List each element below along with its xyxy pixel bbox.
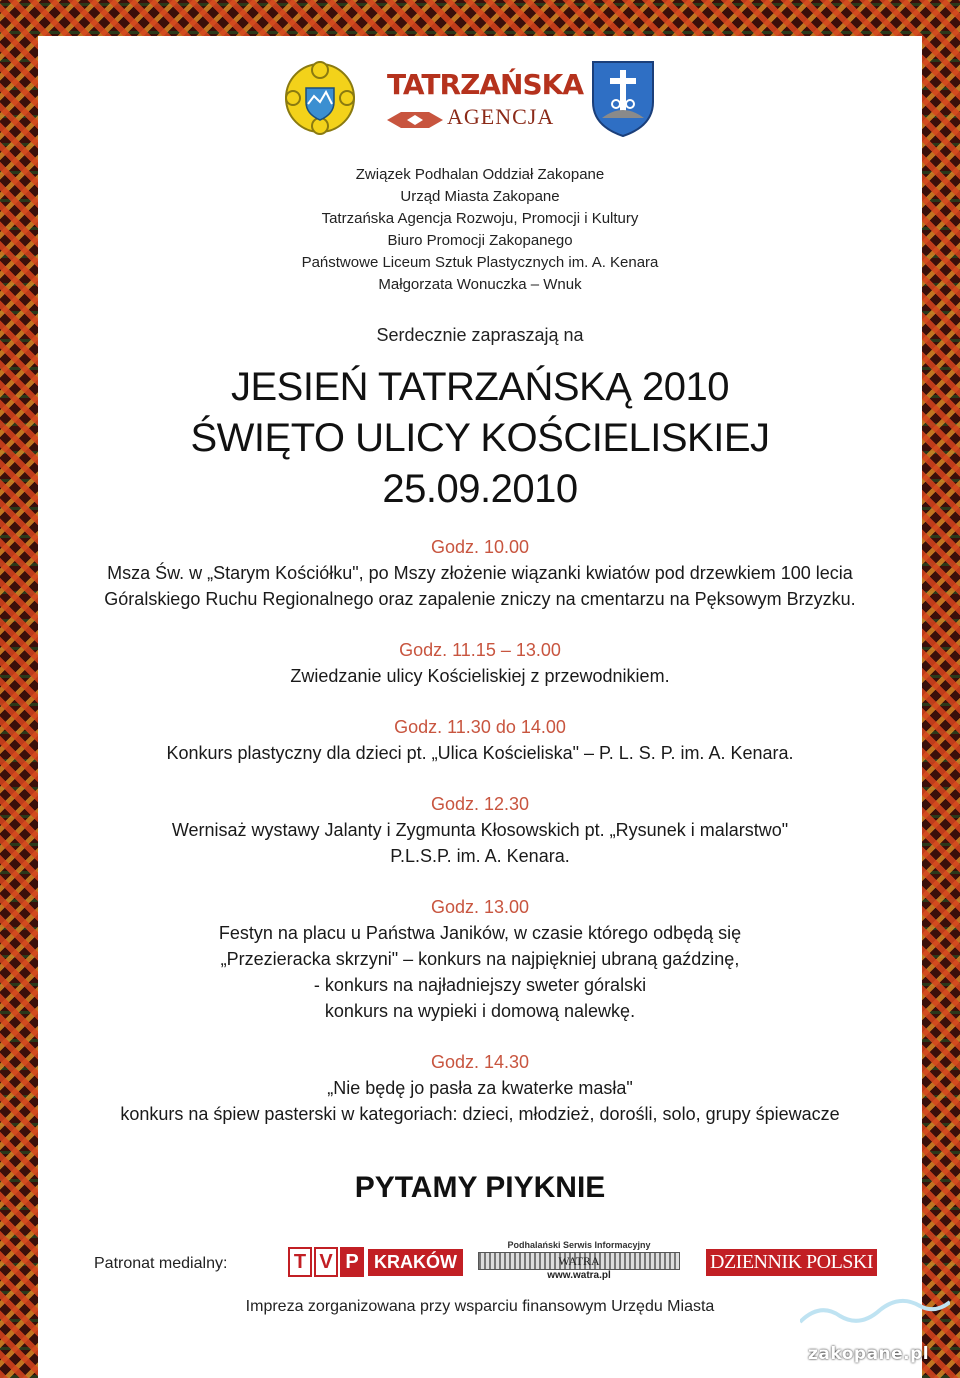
title-line-1: JESIEŃ TATRZAŃSKĄ 2010 xyxy=(230,365,730,409)
schedule xyxy=(0,534,960,1152)
patron-label: Patronat medialny: xyxy=(94,1255,228,1272)
watermark-wave-icon xyxy=(800,1292,950,1332)
schedule-item xyxy=(0,714,960,766)
zwiazek-podhalan-crest-icon xyxy=(283,58,357,138)
schedule-time: Godz. 11.15 – 13.00 xyxy=(399,640,561,660)
organizers-list xyxy=(0,164,960,296)
watra-logo xyxy=(472,1240,686,1282)
schedule-line: konkurs na wypieki i domową nalewkę. xyxy=(324,1001,636,1021)
schedule-line: Zwiedzanie ulicy Kościeliskiej z przewodnikiem. xyxy=(290,666,670,686)
schedule-line: - konkurs na najładniejszy sweter góralski xyxy=(313,975,647,995)
organizer-line: Tatrzańska Agencja Rozwoju, Promocji i Kultury xyxy=(321,210,639,227)
schedule-time: Godz. 13.00 xyxy=(430,897,530,917)
schedule-line: Msza Św. w „Starym Kościółku", po Mszy złożenie wiązanki kwiatów pod drzewkiem 100 lecia xyxy=(107,563,853,583)
agencja-logo-sub: AGENCJA xyxy=(447,104,555,129)
logos-row xyxy=(0,58,960,142)
schedule-line: Konkurs plastyczny dla dzieci pt. „Ulica Kościeliska" – P. L. S. P. im. A. Kenara. xyxy=(166,743,794,763)
schedule-item xyxy=(0,894,960,1024)
schedule-line: Festyn na placu u Państwa Janików, w czasie którego odbędą się xyxy=(218,923,742,943)
schedule-line: „Nie będę jo pasła za kwaterke masła" xyxy=(327,1078,633,1098)
watra-url: www.watra.pl xyxy=(547,1270,611,1281)
schedule-time: Godz. 14.30 xyxy=(430,1052,530,1072)
watermark: zakopane.pl xyxy=(808,1344,930,1364)
agencja-logo-title: TATRZAŃSKA xyxy=(387,68,584,101)
schedule-time: Godz. 10.00 xyxy=(430,537,530,557)
tvp-letter: V xyxy=(314,1247,338,1277)
organizer-line: Małgorzata Wonuczka – Wnuk xyxy=(378,276,582,293)
zakopane-coat-of-arms-icon xyxy=(588,58,658,138)
schedule-item xyxy=(0,534,960,612)
schedule-item xyxy=(0,1049,960,1127)
schedule-line: konkurs na śpiew pasterski w kategoriach: dzieci, młodzież, dorośli, solo, grupy śpiewacze xyxy=(120,1104,840,1124)
schedule-time: Godz. 11.30 do 14.00 xyxy=(394,717,566,737)
closing-text: PYTAMY PIYKNIE xyxy=(354,1171,606,1204)
schedule-line: „Przezieracka skrzyni" – konkurs na najpiękniej ubraną gaździnę, xyxy=(220,949,740,969)
event-date: 25.09.2010 xyxy=(382,467,578,511)
tatrzanska-agencja-logo xyxy=(387,68,584,138)
event-title xyxy=(0,362,960,515)
title-line-2: ŚWIĘTO ULICY KOŚCIELISKIEJ xyxy=(190,416,770,460)
schedule-line: Góralskiego Ruchu Regionalnego oraz zapalenie zniczy na cmentarzu na Pęksowym Brzyzku. xyxy=(104,589,856,609)
tvp-letter: T xyxy=(288,1247,312,1277)
schedule-item xyxy=(0,637,960,689)
organizer-line: Biuro Promocji Zakopanego xyxy=(387,232,573,249)
organizer-line: Państwowe Liceum Sztuk Plastycznych im. A. Kenara xyxy=(301,254,659,271)
invite-text: Serdecznie zapraszają na xyxy=(376,325,584,345)
watra-name: WATRA xyxy=(478,1252,680,1270)
agencja-ornament-icon xyxy=(387,112,443,128)
footer-note: Impreza zorganizowana przy wsparciu finansowym Urzędu Miasta xyxy=(245,1298,715,1315)
schedule-item xyxy=(0,791,960,869)
organizer-line: Urząd Miasta Zakopane xyxy=(400,188,560,205)
tvp-city: KRAKÓW xyxy=(368,1249,463,1276)
tvp-krakow-logo xyxy=(288,1247,463,1277)
schedule-line: Wernisaż wystawy Jalanty i Zygmunta Kłosowskich pt. „Rysunek i malarstwo" xyxy=(171,820,789,840)
tvp-letter: P xyxy=(340,1247,364,1277)
schedule-line: P.L.S.P. im. A. Kenara. xyxy=(390,846,570,866)
schedule-time: Godz. 12.30 xyxy=(430,794,530,814)
organizer-line: Związek Podhalan Oddział Zakopane xyxy=(355,166,605,183)
dziennik-polski-logo: DZIENNIK POLSKI xyxy=(706,1249,877,1276)
watra-tagline: Podhalański Serwis Informacyjny xyxy=(507,1240,651,1250)
